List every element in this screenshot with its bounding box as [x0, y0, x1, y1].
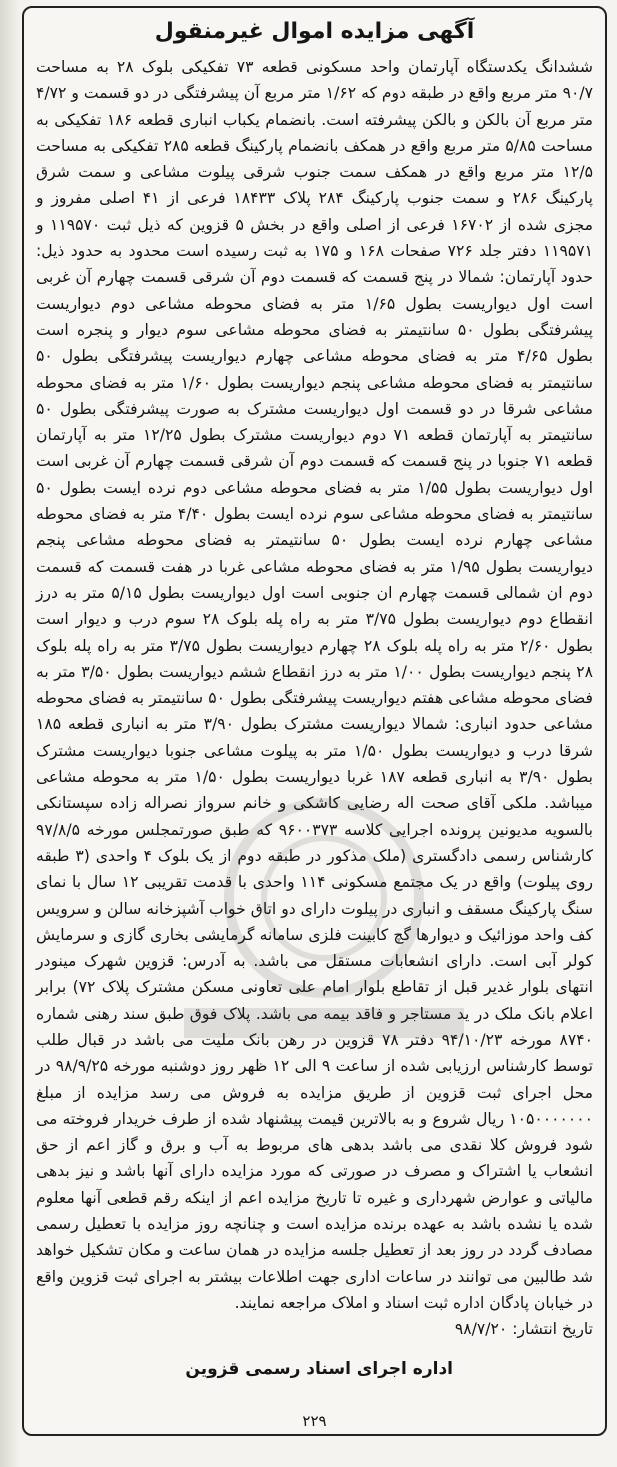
page-number: ۲۲۹ [302, 1412, 327, 1430]
notice-body: ششدانگ یکدستگاه آپارتمان واحد مسکونی قطعه ۷۳ تفکیکی بلوک ۲۸ به مساحت ۹۰/۷ متر مربع واقع در طبقه دوم که ۱/۶۲ متر مربع آن پیشرفتگی در دو قسمت و ۴/۷۲ متر مربع آن بالکن و بالکن پیشرفته است. بانضمام یکباب انباری قطعه ۱۸۶ تفکیکی به مساحت ۵/۸۵ متر مربع واقع در همکف بانضمام پارکینگ قطعه ۲۸۵ تفکیکی به مساحت ۱۲/۵ متر مربع واقع در همکف سمت جنوب شرقی پیلوت مشاعی و سمت شرق پارکینگ ۲۸۶ و سمت جنوب پارکینگ ۲۸۴ پلاک ۱۸۴۳۳ فرعی از ۴۱ اصلی مفروز و مجزی شده از ۱۶۷۰۲ فرعی از اصلی واقع در بخش ۵ قزوین که ذیل ثبت ۱۱۹۵۷۰ و ۱۱۹۵۷۱ دفتر جلد ۷۲۶ صفحات ۱۶۸ و ۱۷۵ به ثبت رسیده است محدود به حدود ذیل: حدود آپارتمان: شمالا در پنج قسمت که قسمت دوم آن شرقی قسمت چهارم آن غربی است اول دیواریست بطول ۱/۶۵ متر به فضای محوطه مشاعی دوم دیواریست پیشرفتگی بطول ۵۰ سانتیمتر به فضای محوطه مشاعی سوم دیوار و پنجره است بطول ۴/۶۵ متر به فضای محوطه مشاعی چهارم دیواریست پیشرفتگی بطول ۵۰ سانتیمتر به فضای محوطه مشاعی پنجم دیواریست بطول ۱/۶۰ متر به فضای محوطه مشاعی شرقا در دو قسمت اول دیواریست مشترک به صورت پیشرفتگی بطول ۵۰ سانتیمتر به آپارتمان قطعه ۷۱ دوم دیواریست مشترک بطول ۱۲/۲۵ متر به آپارتمان قطعه ۷۱ جنوبا در پنج قسمت که قسمت دوم آن شرقی قسمت چهارم آن غربی است اول دیواریست بطول ۱/۵۵ متر به فضای محوطه مشاعی دوم نرده ایست بطول ۵۰ سانتیمتر به فضای محوطه مشاعی سوم نرده ایست بطول ۴/۴۰ متر به فضای محوطه مشاعی چهارم نرده ایست بطول ۵۰ سانتیمتر به فضای محوطه مشاعی پنجم دیواریست بطول ۱/۹۵ متر به فضای محوطه مشاعی غربا در هفت قسمت که قسمت دوم ان شمالی قسمت چهارم ان جنوبی است اول دیواریست بطول ۵/۱۵ متر به درز انقطاع دوم دیواریست بطول ۳/۷۵ متر به راه پله بلوک ۲۸ سوم درب و دیوار است بطول ۲/۶۰ متر به راه پله بلوک ۲۸ چهارم دیواریست بطول ۳/۷۵ متر به راه پله بلوک ۲۸ پنجم دیواریست بطول ۱/۰۰ متر به درز انقطاع ششم دیواریست بطول ۳/۵۰ متر به فضای محوطه مشاعی هفتم دیواریست پیشرفتگی بطول ۵۰ سانتیمتر به فضای محوطه مشاعی حدود انباری: شمالا دیواریست مشترک بطول ۳/۹۰ متر به انباری قطعه ۱۸۵ شرقا درب و دیواریست بطول ۱/۵۰ متر به پیلوت مشاعی جنوبا دیواریست مشترک بطول ۳/۹۰ به انباری قطعه ۱۸۷ غربا دیواریست بطول ۱/۵۰ متر به محوطه مشاعی میباشد. ملکی آقای صحت اله رضایی کاشکی و خانم سرواز نصراله زاده سپستانکی بالسویه مدیونین پرونده اجرایی کلاسه ۹۶۰۰۳۷۳ که طبق صورتمجلس مورخه ۹۷/۸/۵ کارشناس رسمی دادگستری (ملک مذکور در طبقه دوم از یک بلوک ۴ واحدی (۳ طبقه روی پیلوت) واقع در یک مجتمع مسکونی ۱۱۴ واحدی با قدمت تقریبی ۱۲ سال با نمای سنگ پارکینگ مسقف و انباری در پیلوت دارای دو اتاق خواب آشپزخانه سالن و سرویس کف واحد موزائیک و دیوارها گچ کابینت فلزی سامانه گرمایشی بخاری گازی و سرمایش کولر آبی است. دارای انشعابات مستقل می باشد. به آدرس: قزوین شهرک مینودر انتهای بلوار غدیر قبل از تقاطع بلوار امام علی تعاونی مسکن مشترک پلاک ۷۲) برابر اعلام بانک ملک در ید مستاجر و فاقد بیمه می باشد. پلاک فوق طبق سند رهنی شماره ۸۷۴۰ مورخه ۹۴/۱۰/۲۳ دفتر ۷۸ قزوین در رهن بانک ملیت می باشد در قبال طلب توسط کارشناس ارزیابی شده از ساعت ۹ الی ۱۲ ظهر روز دوشنبه مورخه ۹۸/۹/۲۵ در محل اجرای ثبت قزوین از طریق مزایده به فروش می رسد مزایده از مبلغ ۱۰۵۰۰۰۰۰۰۰ ریال شروع و به بالاترین قیمت پیشنهاد شده از طرف خریدار فروخته می شود فروش کلا نقدی می باشد بدهی های مربوط به آب و برق و گاز اعم از حق انشعاب یا اشتراک و مصرف در صورتی که مورد مزایده دارای آنها باشد و نیز بدهی مالیاتی و عوارض شهرداری و غیره تا تاریخ مزایده اعم از اینکه رقم قطعی آنها معلوم شده یا نشده باشد به عهده برنده مزایده است و چنانچه روز مزایده با تعطیل رسمی مصادف گردد در روز بعد از تعطیل جلسه مزایده در همان ساعت و مکان تشکیل خواهد شد طالبین می توانند در ساعات اداری جهت اطلاعات بیشتر به اجرای ثبت قزوین واقع در خیابان پادگان اداره ثبت اسناد و املاک مراجعه نمایند. [36, 58, 594, 1312]
publish-date: تاریخ انتشار: ۹۸/۷/۲۰ [454, 1320, 593, 1339]
notice-frame [22, 6, 607, 1436]
scan-edge [0, 0, 20, 1467]
issuer-signature: اداره اجرای اسناد رسمی قزوین [185, 1359, 453, 1380]
notice-title: آگهی مزایده اموال غیرمنقول [154, 19, 475, 44]
